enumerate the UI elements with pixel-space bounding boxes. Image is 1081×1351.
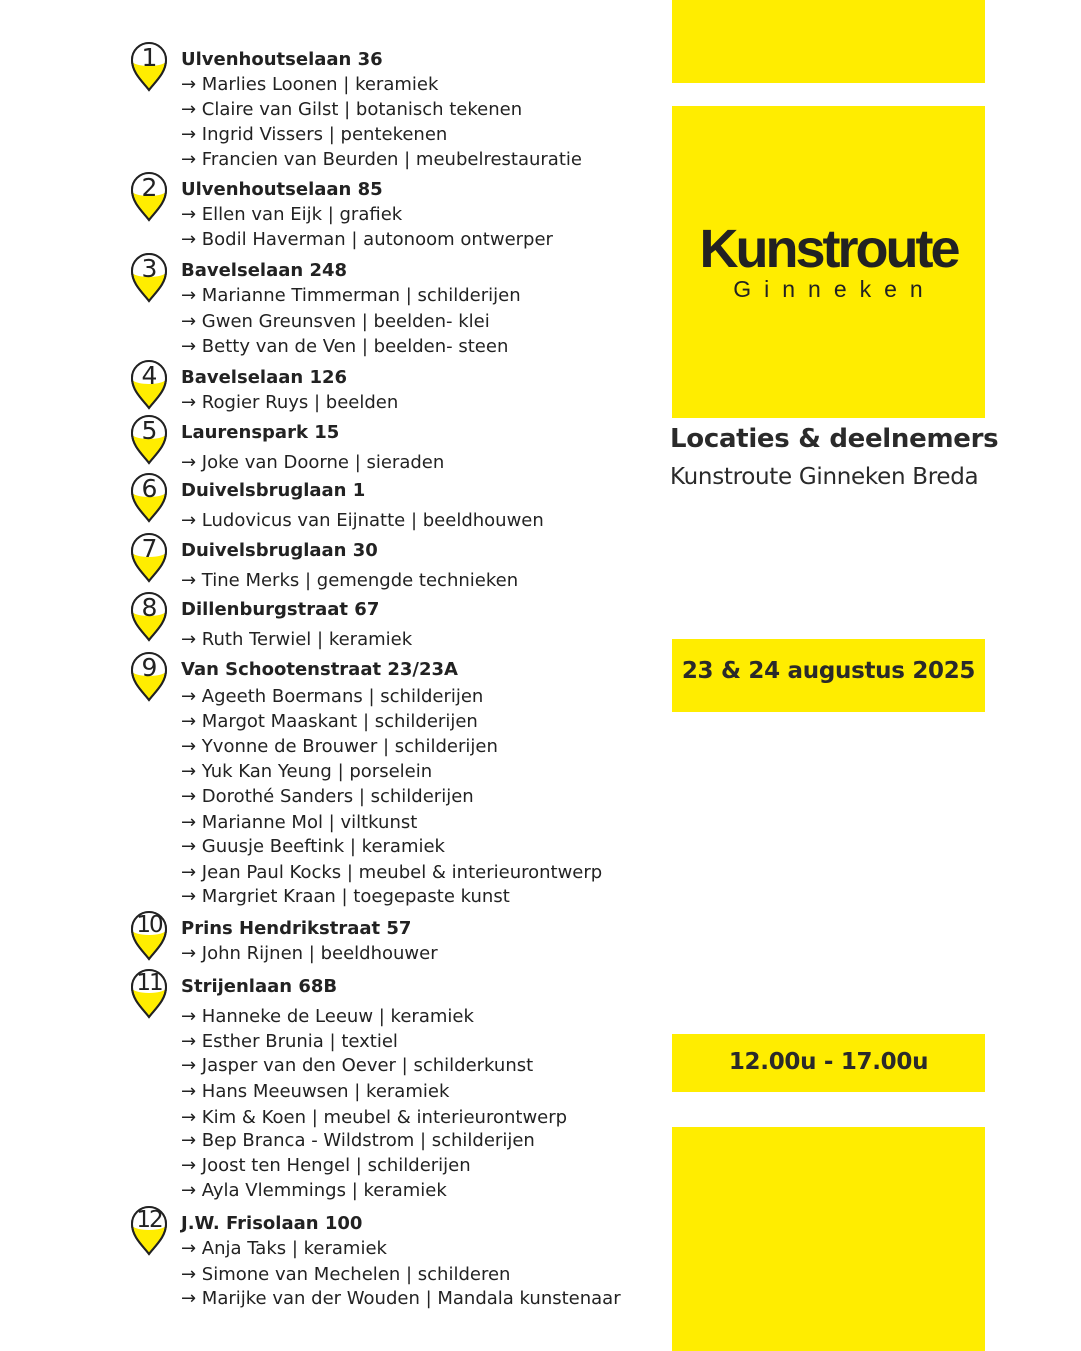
location-pin-icon (130, 650, 168, 702)
logo-wordmark: Kunstroute (699, 219, 958, 279)
location-address: Van Schootenstraat 23/23A (181, 659, 458, 680)
location-pin-icon (130, 471, 168, 523)
location-number: 2 (141, 173, 157, 202)
participant-item: → Ingrid Vissers | pentekenen (181, 124, 448, 145)
participant-item: → Joost ten Hengel | schilderijen (181, 1155, 471, 1176)
participant-item: → Hans Meeuwsen | keramiek (181, 1081, 450, 1102)
participant-item: → Yuk Kan Yeung | porselein (181, 761, 433, 782)
location-pin-icon (130, 590, 168, 642)
participant-item: → Dorothé Sanders | schilderijen (181, 786, 474, 807)
participant-item: → Kim & Koen | meubel & interieurontwerp (181, 1107, 568, 1128)
location-number: 3 (141, 254, 157, 283)
location-pin-icon (130, 531, 168, 583)
location-number: 11 (136, 970, 162, 996)
participant-item: → Guusje Beeftink | keramiek (181, 836, 445, 857)
participant-item: → Ageeth Boermans | schilderijen (181, 686, 484, 707)
location-number: 6 (141, 474, 157, 503)
location-address: Prins Hendrikstraat 57 (181, 918, 412, 939)
location-address: Ulvenhoutselaan 85 (181, 179, 383, 200)
participant-item: → Francien van Beurden | meubelrestauratie (181, 149, 582, 170)
participant-item: → Marijke van der Wouden | Mandala kunstenaar (181, 1288, 621, 1309)
yellow-block-top (672, 0, 985, 83)
location-address: J.W. Frisolaan 100 (181, 1213, 363, 1234)
location-pin-icon (130, 170, 168, 222)
location-number: 5 (141, 416, 157, 445)
participant-item: → Bep Branca - Wildstrom | schilderijen (181, 1130, 535, 1151)
participant-item: → Rogier Ruys | beelden (181, 392, 399, 413)
participant-item: → Margriet Kraan | toegepaste kunst (181, 886, 510, 907)
participant-item: → Joke van Doorne | sieraden (181, 452, 445, 473)
participant-item: → Simone van Mechelen | schilderen (181, 1264, 511, 1285)
participant-item: → Bodil Haverman | autonoom ontwerper (181, 229, 553, 250)
location-number: 10 (136, 912, 162, 938)
participant-item: → Tine Merks | gemengde technieken (181, 570, 519, 591)
location-number: 8 (141, 593, 157, 622)
participant-item: → Ruth Terwiel | keramiek (181, 629, 413, 650)
participant-item: → Anja Taks | keramiek (181, 1238, 387, 1259)
location-pin-icon (130, 358, 168, 410)
location-pin-icon (130, 1204, 168, 1256)
location-address: Duivelsbruglaan 30 (181, 540, 378, 561)
participant-item: → Gwen Greunsven | beelden- klei (181, 311, 490, 332)
participant-item: → Betty van de Ven | beelden- steen (181, 336, 509, 357)
participant-item: → Ayla Vlemmings | keramiek (181, 1180, 447, 1201)
location-number: 9 (141, 653, 157, 682)
location-pin-icon (130, 40, 168, 92)
location-address: Duivelsbruglaan 1 (181, 480, 366, 501)
participant-item: → Claire van Gilst | botanisch tekenen (181, 99, 523, 120)
participant-item: → Marianne Mol | viltkunst (181, 812, 418, 833)
participant-item: → Esther Brunia | textiel (181, 1031, 398, 1052)
page-subtitle: Kunstroute Ginneken Breda (670, 464, 979, 490)
location-number: 12 (136, 1207, 162, 1233)
participant-item: → Hanneke de Leeuw | keramiek (181, 1006, 474, 1027)
location-address: Laurenspark 15 (181, 422, 340, 443)
participant-item: → Ludovicus van Eijnatte | beeldhouwen (181, 510, 544, 531)
participant-item: → Marianne Timmerman | schilderijen (181, 285, 521, 306)
location-number: 1 (141, 43, 157, 72)
location-address: Bavelselaan 126 (181, 367, 348, 388)
location-number: 4 (141, 361, 157, 390)
location-address: Dillenburgstraat 67 (181, 599, 380, 620)
participant-item: → John Rijnen | beeldhouwer (181, 943, 438, 964)
event-time: 12.00u - 17.00u (728, 1049, 929, 1075)
yellow-block-bottom (672, 1127, 985, 1351)
location-pin-icon (130, 251, 168, 303)
location-address: Bavelselaan 248 (181, 260, 348, 281)
location-address: Ulvenhoutselaan 36 (181, 49, 383, 70)
participant-item: → Jasper van den Oever | schilderkunst (181, 1055, 534, 1076)
event-date: 23 & 24 augustus 2025 (681, 658, 976, 684)
location-number: 7 (141, 534, 157, 563)
page-title: Locaties & deelnemers (670, 424, 999, 454)
location-pin-icon (130, 909, 168, 961)
location-address: Strijenlaan 68B (181, 976, 338, 997)
participant-item: → Marlies Loonen | keramiek (181, 74, 439, 95)
location-pin-icon (130, 413, 168, 465)
participant-item: → Jean Paul Kocks | meubel & interieurontwerp (181, 862, 603, 883)
participant-item: → Ellen van Eijk | grafiek (181, 204, 403, 225)
participant-item: → Margot Maaskant | schilderijen (181, 711, 478, 732)
participant-item: → Yvonne de Brouwer | schilderijen (181, 736, 498, 757)
location-pin-icon (130, 967, 168, 1019)
logo-subtitle: Ginneken (733, 276, 936, 302)
